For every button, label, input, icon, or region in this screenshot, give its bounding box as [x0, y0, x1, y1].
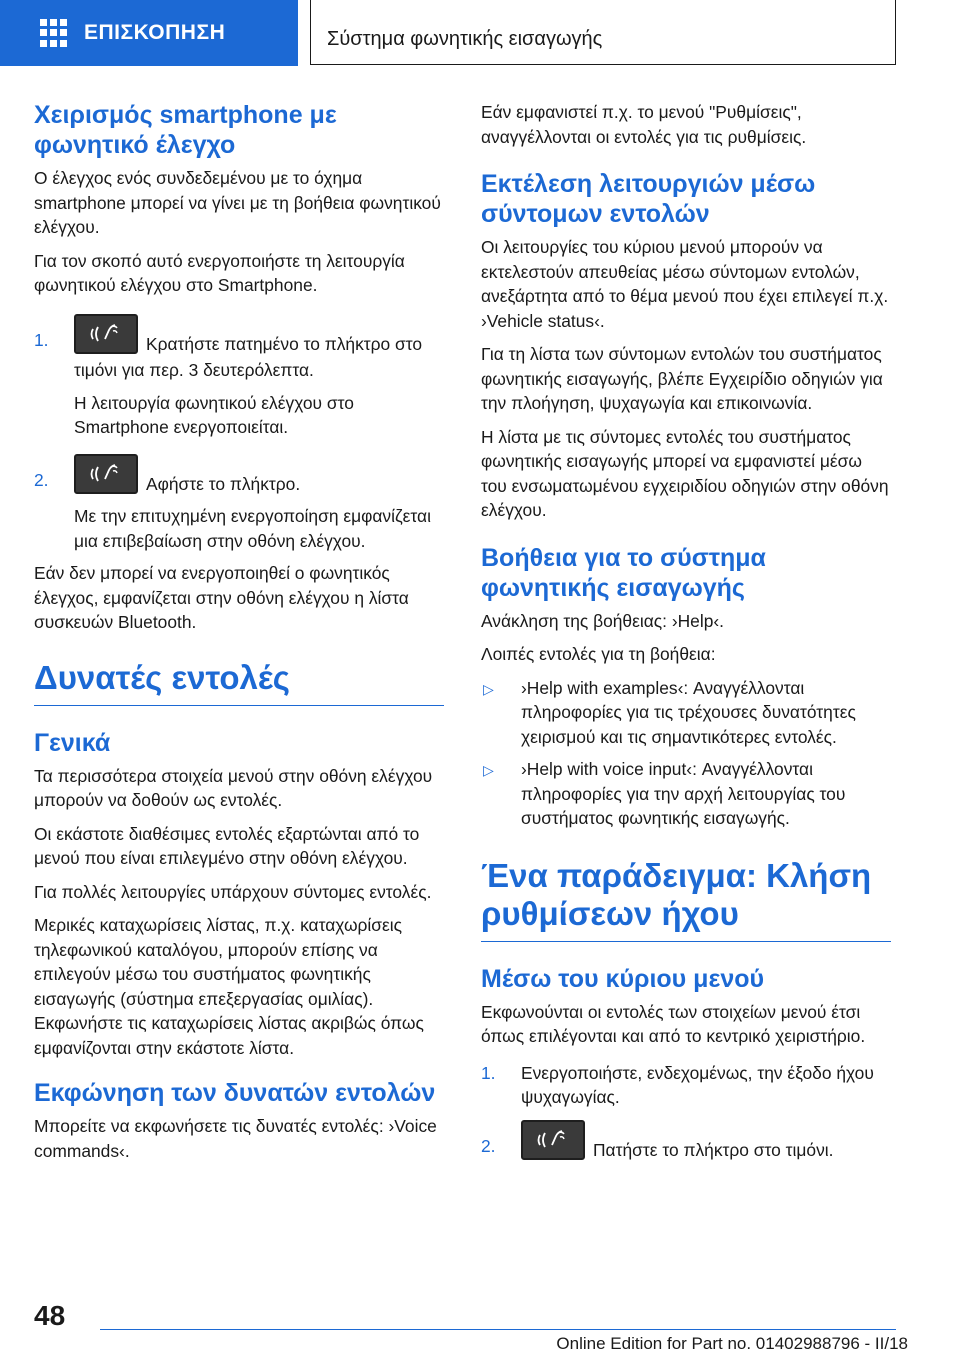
footer-edition: Online Edition for Part no. 01402988796 - II/18: [556, 1334, 908, 1353]
step-2: [481, 1120, 891, 1163]
grid-icon: [40, 19, 68, 47]
paragraph: Ανάκληση της βοήθειας: ›Help‹.: [481, 610, 725, 631]
paragraph: Για πολλές λειτουργίες υπάρχουν σύντομες εντολές.: [34, 881, 432, 902]
step-number: 2.: [481, 1135, 496, 1156]
paragraph: Για τον σκοπό αυτό ενεργοποιήστε τη λειτουργία φωνητικού ελέγχου στο Smartphone.: [34, 250, 405, 295]
paragraph: Εκφωνούνται οι εντολές των στοιχείων μενού έτσι όπως επιλέγονται και από το κεντρικό χειριστήριο.: [481, 1001, 866, 1046]
footer-divider: [100, 1329, 896, 1330]
heading-smartphone-voice: Χειρισμός smartphone με φωνητικό έλεγχο: [34, 101, 337, 159]
chapter-header: [310, 0, 896, 65]
paragraph: Μπορείτε να εκφωνήσετε τις δυνατές εντολές: ›Voice commands‹.: [34, 1116, 437, 1161]
paragraph: Τα περισσότερα στοιχεία μενού στην οθόνη ελέγχου μπορούν να δοθούν ως εντολές.: [34, 765, 433, 810]
step-note: Με την επιτυχημένη ενεργοποίηση εμφανίζεται μια επιβεβαίωση στην οθόνη ελέγχου.: [74, 506, 431, 551]
paragraph: Μερικές καταχωρίσεις λίστας, π.χ. καταχωρίσεις τηλεφωνικού καταλόγου, μπορούν επίσης να επιλεγούν μέσω του συστήματος φωνητικής εισαγωγής (σύστημα επεξεργασίας ομιλίας). Εκφωνήστε τις καταχωρίσεις λίστας ακριβώς όπως εμφανίζονται στην εκάστοτε λίστα.: [34, 915, 424, 1058]
page-number: 48: [34, 1300, 66, 1331]
heading-example-sound-settings: Ένα παράδειγμα: Κλήση ρυθμίσεων ήχου: [481, 857, 891, 942]
list-item: [481, 757, 891, 831]
overview-tab[interactable]: [0, 0, 298, 66]
paragraph: Ο έλεγχος ενός συνδεδεμένου με το όχημα smartphone μπορεί να γίνει με τη βοήθεια φωνητικού ελέγχου.: [34, 168, 441, 237]
paragraph: Για τη λίστα των σύντομων εντολών του συστήματος φωνητικής εισαγωγής, βλέπε Εγχειρίδιο οδηγιών για την πλοήγηση, ψυχαγωγία και επικοινωνία.: [481, 344, 883, 413]
step-note: Η λειτουργία φωνητικού ελέγχου στο Smartphone ενεργοποιείται.: [74, 392, 354, 437]
paragraph: Λοιπές εντολές για τη βοήθεια:: [481, 644, 716, 664]
step-2: [34, 454, 444, 554]
step-1: [481, 1061, 891, 1110]
heading-general: Γενικά: [34, 728, 111, 757]
step-number: 1.: [34, 329, 49, 350]
triangle-bullet-icon: ▷: [483, 762, 494, 778]
step-text: Πατήστε το πλήκτρο στο τιμόνι.: [593, 1139, 834, 1160]
chapter-title: Σύστημα φωνητικής εισαγωγής: [327, 28, 603, 50]
step-text-continued: τιμόνι για περ. 3 δευτερόλεπτα.: [74, 360, 314, 380]
voice-control-button-icon: [74, 314, 138, 354]
step-text: Κρατήστε πατημένο το πλήκτρο στο: [146, 333, 423, 354]
step-1: [34, 314, 444, 440]
voice-control-button-icon: [521, 1120, 585, 1160]
paragraph: Η λίστα με τις σύντομες εντολές του συστήματος φωνητικής εισαγωγής μπορεί να εμφανιστεί μέσω του ενσωματωμένου εγχειριδίου οδηγιών στην οθόνη ελέγχου.: [481, 426, 889, 520]
list-item: [481, 676, 891, 750]
voice-control-button-icon: [74, 454, 138, 494]
page-header: [0, 0, 960, 66]
heading-via-main-menu: Μέσω του κύριου μενού: [481, 964, 765, 993]
overview-tab-label: ΕΠΙΣΚΟΠΗΣΗ: [84, 21, 226, 44]
step-text: Ενεργοποιήστε, ενδεχομένως, την έξοδο ήχου ψυχαγωγίας.: [521, 1062, 874, 1107]
step-number: 1.: [481, 1062, 496, 1083]
paragraph: Οι εκάστοτε διαθέσιμες εντολές εξαρτώνται από το μενού που είναι επιλεγμένο στην οθόνη ελέγχου.: [34, 823, 420, 868]
right-column: [481, 100, 891, 1170]
heading-voice-help: Βοήθεια για το σύστημα φωνητικής εισαγωγής: [481, 543, 766, 602]
list-item-text: ›Help with examples‹: Αναγγέλλονται πληροφορίες για τις τρέχουσες δυνατότητες χειρισμού και τις σημαντικότερες εντολές.: [521, 677, 856, 747]
paragraph: Οι λειτουργίες του κύριου μενού μπορούν να εκτελεστούν απευθείας μέσω σύντομων εντολών, ανεξάρτητα από το θέμα μενού που έχει επιλεγεί π.χ. ›Vehicle status‹.: [481, 237, 889, 331]
list-item-text: ›Help with voice input‹: Αναγγέλλονται πληροφορίες για την αρχή λειτουργίας του συστήματος φωνητικής εισαγωγής.: [521, 759, 846, 828]
triangle-bullet-icon: ▷: [483, 680, 494, 697]
heading-short-commands: Εκτέλεση λειτουργιών μέσω σύντομων εντολών: [481, 170, 816, 228]
left-column: [34, 100, 444, 1172]
heading-speak-commands: Εκφώνηση των δυνατών εντολών: [34, 1079, 436, 1107]
step-text: Αφήστε το πλήκτρο.: [146, 473, 301, 494]
paragraph: Εάν δεν μπορεί να ενεργοποιηθεί ο φωνητικός έλεγχος, εμφανίζεται στην οθόνη ελέγχου η λίστα συσκευών Bluetooth.: [34, 563, 409, 632]
paragraph: Εάν εμφανιστεί π.χ. το μενού "Ρυθμίσεις", αναγγέλλονται οι εντολές για τις ρυθμίσεις.: [481, 102, 807, 147]
heading-possible-commands: Δυνατές εντολές: [34, 659, 444, 706]
step-number: 2.: [34, 469, 49, 490]
